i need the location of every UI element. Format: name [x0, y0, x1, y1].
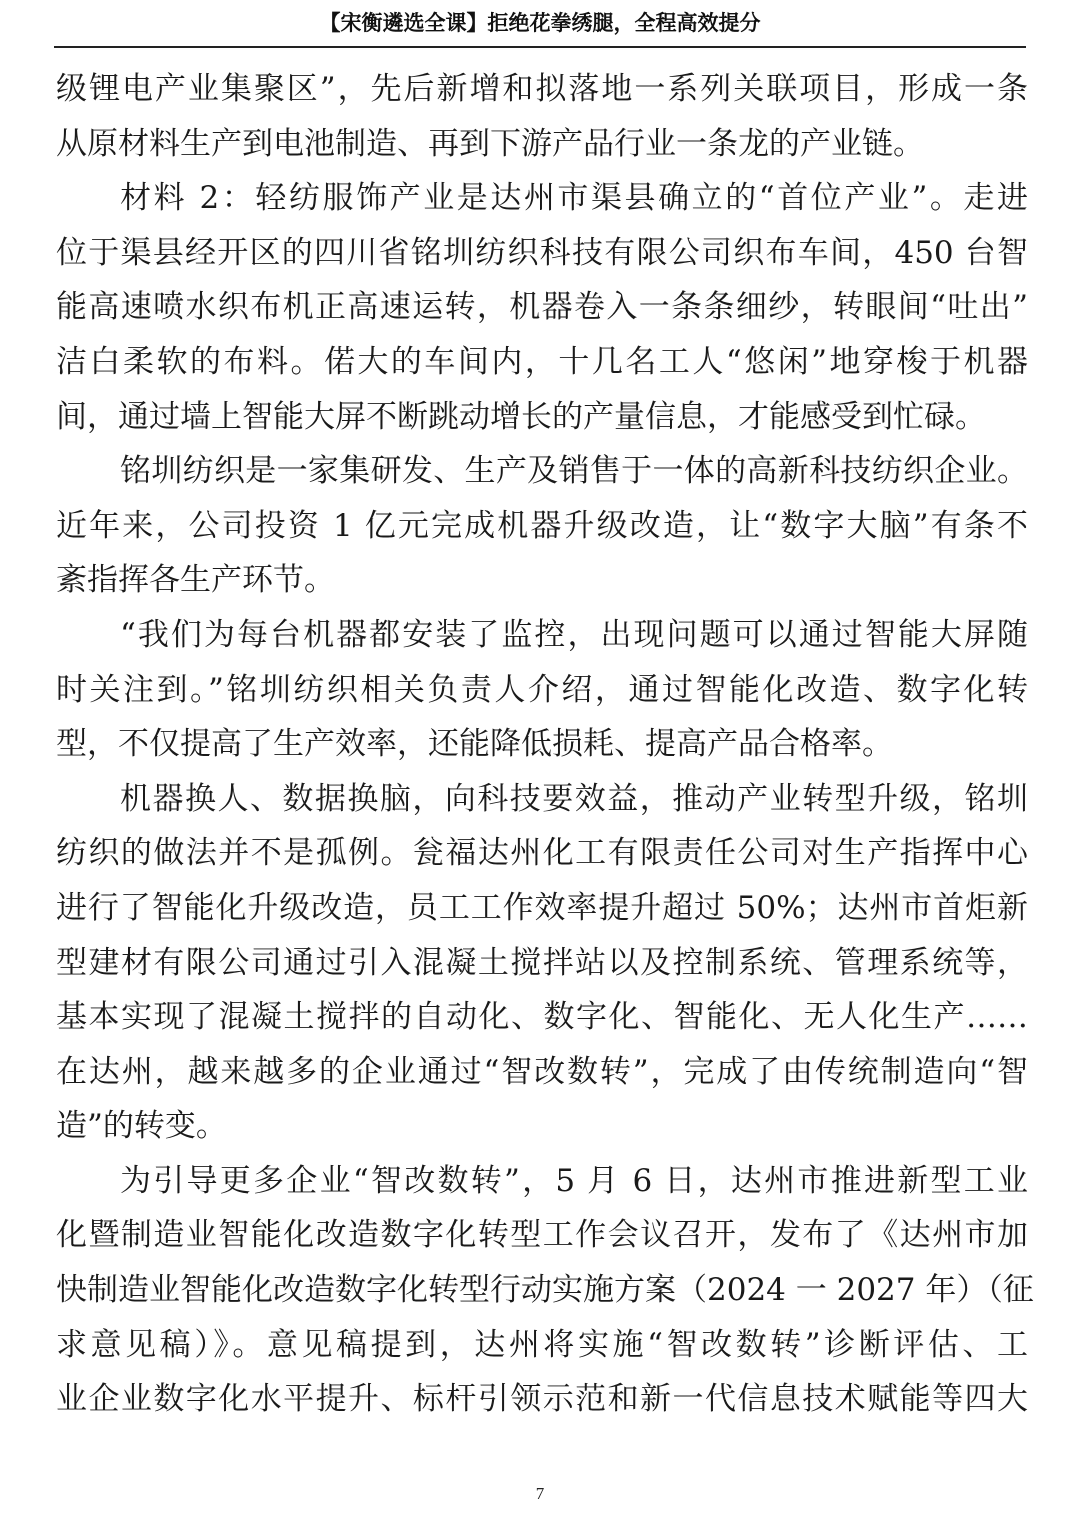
text-line: 进行了智能化升级改造，员工工作效率提升超过 50%；达州市首炬新 — [56, 889, 1028, 926]
text-line: 从原材料生产到电池制造、再到下游产品行业一条龙的产业链。 — [56, 125, 924, 162]
text-line: “我们为每台机器都安装了监控，出现问题可以通过智能大屏随 — [120, 616, 1028, 653]
text-line: 型，不仅提高了生产效率，还能降低损耗、提高产品合格率。 — [56, 726, 893, 763]
text-line: 化暨制造业智能化改造数字化转型工作会议召开，发布了《达州市加 — [56, 1217, 1028, 1254]
text-line: 在达州，越来越多的企业通过“智改数转”，完成了由传统制造向“智 — [56, 1053, 1028, 1090]
text-line: 洁白柔软的布料。偌大的车间内，十几名工人“悠闲”地穿梭于机器 — [56, 343, 1028, 380]
text-line: 时关注到。”铭圳纺织相关负责人介绍，通过智能化改造、数字化转 — [56, 671, 1028, 708]
text-line: 铭圳纺织是一家集研发、生产及销售于一体的高新科技纺织企业。 — [120, 453, 1028, 490]
text-line: 近年来，公司投资 1 亿元完成机器升级改造，让“数字大脑”有条不 — [56, 507, 1028, 544]
page-header — [54, 6, 1026, 48]
text-line: 基本实现了混凝土搅拌的自动化、数字化、智能化、无人化生产…… — [56, 999, 1028, 1036]
page-number: 7 — [535, 1484, 545, 1503]
text-line: 业企业数字化水平提升、标杆引领示范和新一代信息技术赋能等四大 — [56, 1381, 1028, 1418]
text-line: 快制造业智能化改造数字化转型行动实施方案（2024 一 2027 年）（征 — [56, 1272, 1034, 1309]
text-line: 能高速喷水织布机正高速运转，机器卷入一条条细纱，转眼间“吐出” — [56, 289, 1028, 326]
text-line: 间，通过墙上智能大屏不断跳动增长的产量信息，才能感受到忙碌。 — [56, 398, 986, 435]
text-line: 级锂电产业集聚区”，先后新增和拟落地一系列关联项目，形成一条 — [56, 71, 1028, 107]
text-line: 材料 2：轻纺服饰产业是达州市渠县确立的“首位产业”。走进 — [120, 180, 1028, 217]
text-line: 机器换人、数据换脑，向科技要效益，推动产业转型升级，铭圳 — [120, 780, 1028, 817]
text-line: 纺织的做法并不是孤例。瓮福达州化工有限责任公司对生产指挥中心 — [56, 835, 1028, 872]
header-title: 【宋衡遴选全课】拒绝花拳绣腿，全程高效提分 — [319, 11, 761, 35]
text-line: 型建材有限公司通过引入混凝土搅拌站以及控制系统、管理系统等， — [56, 944, 1028, 981]
text-line: 位于渠县经开区的四川省铭圳纺织科技有限公司织布车间，450 台智 — [56, 234, 1028, 271]
text-line: 为引导更多企业“智改数转”，5 月 6 日，达州市推进新型工业 — [120, 1162, 1028, 1199]
text-line: 紊指挥各生产环节。 — [56, 562, 335, 599]
text-line: 造”的转变。 — [56, 1108, 227, 1145]
text-line: 求意见稿）》。意见稿提到，达州将实施“智改数转”诊断评估、工 — [56, 1326, 1028, 1363]
document-body — [56, 62, 1034, 1427]
